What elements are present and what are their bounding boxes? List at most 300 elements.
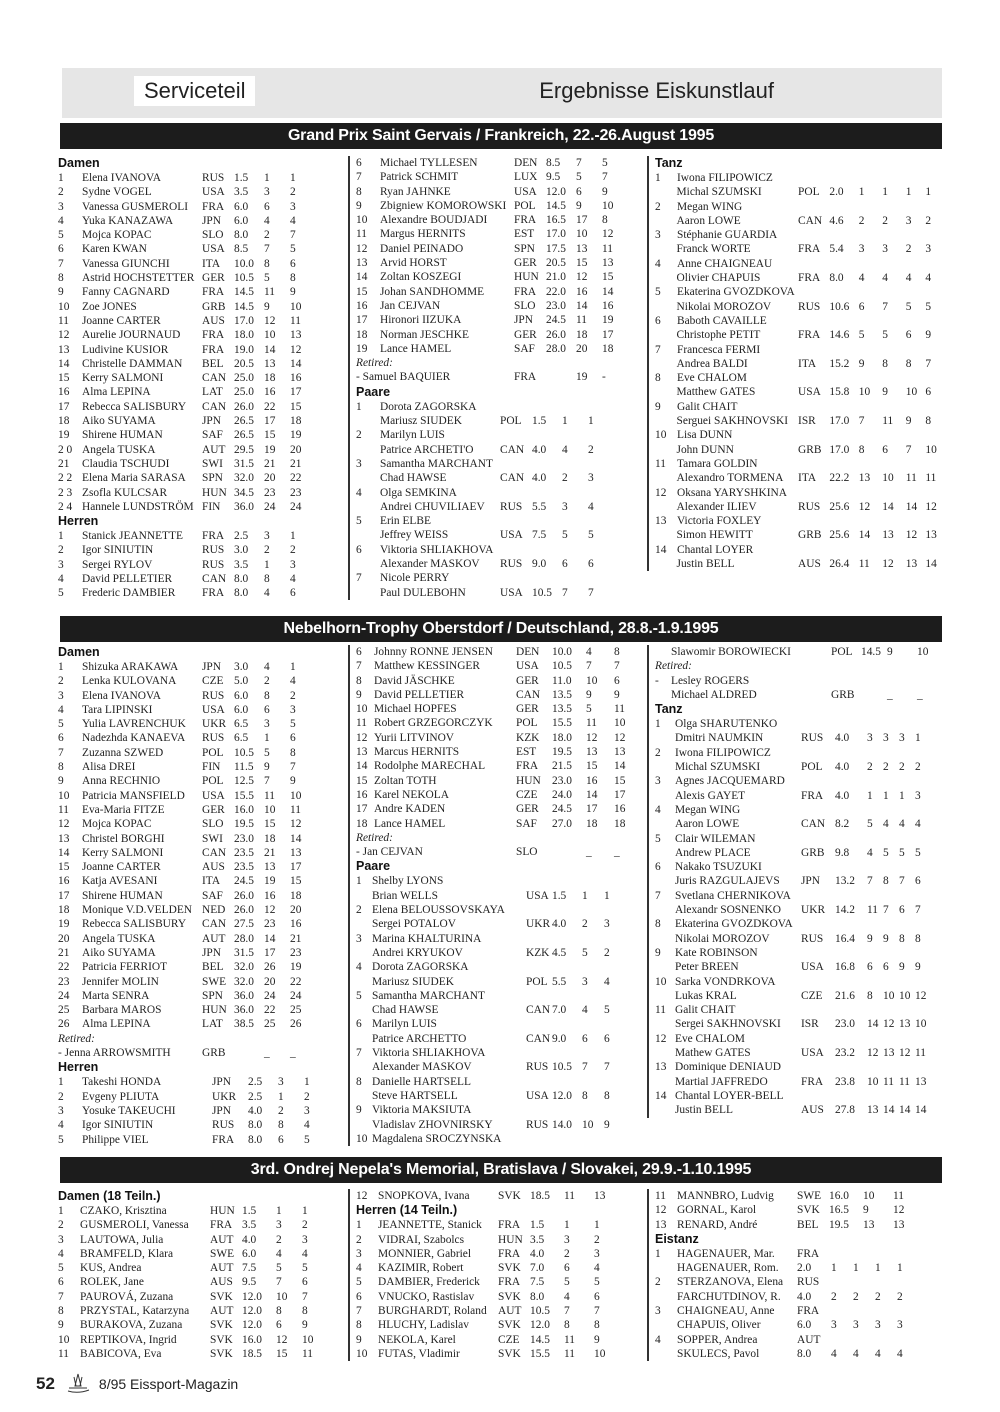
country: ITA — [202, 875, 221, 888]
name: Michael TYLLESEN — [380, 157, 478, 169]
name: Yuka KANAZAWA — [82, 214, 174, 227]
result-row — [356, 1233, 646, 1247]
rank: 9 — [655, 946, 661, 959]
score-3: 14 — [899, 1104, 911, 1117]
pair-row-second — [655, 960, 945, 974]
country: KZK — [526, 946, 550, 959]
free-skating: 23 — [290, 946, 302, 959]
score-3: 5 — [899, 846, 905, 859]
pair-row-second — [655, 1103, 945, 1117]
short-program: 16 — [264, 386, 276, 399]
pair-row-second — [356, 471, 646, 485]
points — [861, 688, 887, 702]
pair-row-second — [655, 1075, 945, 1089]
score-2: 8 — [882, 357, 888, 370]
free-skating: 11 — [290, 314, 301, 327]
spacer — [655, 471, 677, 485]
country: CZE — [202, 675, 224, 688]
partner-2: Dmitri NAUMKIN — [675, 732, 764, 745]
short-program: _ — [887, 688, 893, 701]
result-row — [58, 746, 344, 760]
partner-2: Justin BELL — [675, 1104, 733, 1117]
name: Kerry SALMONI — [82, 372, 164, 385]
score-2: 6 — [883, 961, 889, 974]
pair-row-first — [655, 400, 945, 414]
rank: 8 — [356, 185, 362, 198]
rank: 4 — [58, 703, 64, 716]
spacer — [655, 817, 675, 831]
free-skating: 7 — [290, 229, 296, 242]
rank: 10 — [655, 975, 667, 988]
rank: 2 — [58, 1219, 64, 1232]
result-row — [356, 227, 646, 241]
points: 2.0 — [797, 1262, 812, 1275]
rank: 12 — [655, 486, 667, 499]
partner-1: Galit CHAIT — [677, 400, 738, 413]
short-program: 13 — [586, 746, 598, 759]
points: 5.0 — [234, 675, 249, 688]
partner-2: Alexander MASKOV — [372, 1061, 472, 1074]
partner-2: Aaron LOWE — [676, 214, 741, 227]
free-skating: 12 — [602, 228, 614, 241]
country: GRB — [202, 1047, 226, 1060]
free-skating: 10 — [302, 1333, 314, 1346]
rank: 14 — [655, 543, 667, 556]
free-skating: 8 — [290, 272, 296, 285]
short-program: 26 — [264, 961, 276, 974]
country: GER — [516, 803, 539, 816]
country: UKR — [526, 918, 551, 931]
country: JPN — [202, 661, 221, 673]
points: 4.0 — [532, 443, 547, 456]
points: 2.5 — [248, 1090, 263, 1103]
country: ITA — [798, 357, 817, 370]
partner-1: HAGENAUER, Mar. — [677, 1247, 775, 1260]
result-row — [356, 1290, 646, 1304]
points: 26.0 — [234, 400, 254, 413]
rank: 12 — [356, 731, 368, 744]
country: SPN — [514, 242, 535, 255]
score-1: 13 — [867, 1104, 879, 1117]
free-skating: 12 — [290, 343, 302, 356]
country: GER — [202, 803, 225, 816]
rank: 11 — [655, 1004, 666, 1017]
partner-1: Dorota ZAGORSKA — [372, 961, 469, 974]
points: 23.8 — [835, 1075, 855, 1088]
score-2: 3 — [604, 918, 610, 931]
partner-1: Agnes JACQUEMARD — [675, 775, 785, 788]
pair-row-second — [655, 385, 945, 399]
pair-row-second — [655, 989, 945, 1003]
partner-1: Olga SEMKINA — [380, 486, 457, 499]
short-program: 12 — [264, 314, 276, 327]
result-row — [58, 660, 344, 674]
points: 5.5 — [532, 500, 547, 513]
country: RUS — [202, 172, 225, 184]
spacer — [655, 1261, 677, 1275]
rank: 3 — [655, 229, 661, 242]
score-2: 8 — [604, 1089, 610, 1102]
pair-row-first — [655, 1089, 945, 1103]
short-program: 18 — [264, 832, 276, 845]
name: Mojca KOPAC — [82, 818, 152, 831]
country: SVK — [797, 1204, 820, 1217]
country: AUS — [798, 558, 821, 571]
free-skating: 11 — [602, 242, 613, 255]
points: 19.5 — [552, 746, 572, 759]
country: HUN — [514, 271, 539, 284]
country: SAF — [514, 342, 535, 355]
result-row — [356, 156, 646, 170]
pair-row-second — [655, 500, 945, 514]
free-skating: 18 — [290, 889, 302, 902]
free-skating: 18 — [602, 342, 614, 355]
score-2: 11 — [883, 1075, 894, 1088]
category-heading: Tanz — [655, 156, 683, 170]
on-col-2 — [348, 1189, 646, 1361]
points: 6.0 — [234, 214, 249, 227]
short-program: 14 — [576, 299, 588, 312]
name: Philippe VIEL — [82, 1133, 149, 1146]
country: CAN — [202, 372, 227, 385]
score-3: 7 — [899, 875, 905, 888]
free-skating: 16 — [290, 918, 302, 931]
result-row — [58, 285, 344, 299]
score-1: 12 — [867, 1047, 879, 1060]
name: Shizuka ARAKAWA — [82, 661, 179, 673]
name: Karen KWAN — [82, 243, 147, 256]
spacer — [356, 1089, 372, 1103]
result-row — [58, 1347, 344, 1361]
rank: 10 — [58, 1333, 70, 1346]
pair-row-second — [356, 1003, 646, 1017]
points: 20.5 — [546, 257, 566, 270]
country: ISR — [798, 415, 816, 428]
name: Andre KADEN — [374, 803, 446, 816]
short-program: 2 — [276, 1233, 282, 1246]
pair-row-second — [655, 1046, 945, 1060]
pair-row-second — [356, 1118, 646, 1132]
name: Lance HAMEL — [380, 342, 452, 355]
country: FRA — [202, 530, 225, 543]
points: 14.6 — [829, 329, 850, 342]
short-program: 2 — [264, 675, 270, 688]
partner-1: Dominique DENIAUD — [675, 1061, 781, 1074]
rank: 8 — [655, 918, 661, 931]
short-program: 11 — [264, 789, 275, 802]
country: SLO — [202, 229, 224, 242]
name: Sydne VOGEL — [82, 186, 152, 199]
points: 9.5 — [546, 171, 561, 184]
rank: 7 — [356, 660, 362, 673]
country: CAN — [202, 573, 227, 586]
rank: 3 — [655, 1305, 661, 1318]
rank: 19 — [58, 429, 70, 442]
rank: 6 — [356, 646, 362, 658]
partner-1: STERZANOVA, Elena — [677, 1276, 784, 1289]
name: Angela TUSKA — [82, 443, 156, 456]
result-row — [58, 558, 344, 572]
free-skating: 11 — [893, 1190, 904, 1202]
name: David PELLETIER — [82, 573, 173, 586]
category-heading: Damen — [58, 156, 100, 170]
short-program: 11 — [564, 1190, 575, 1202]
country: HUN — [202, 1004, 227, 1017]
pair-row-first — [655, 1275, 945, 1289]
spacer — [655, 1347, 677, 1361]
rank: 5 — [58, 1133, 64, 1146]
result-row — [58, 846, 344, 860]
country: RUS — [526, 1118, 549, 1131]
score-3: 5 — [905, 300, 912, 313]
rank: 18 — [58, 415, 70, 428]
result-row — [58, 717, 344, 731]
country: RUS — [202, 544, 225, 557]
rank: 11 — [655, 1190, 666, 1202]
result-row — [356, 774, 646, 788]
spacer — [356, 1003, 372, 1017]
rank: 6 — [58, 1276, 64, 1289]
points: 19.0 — [234, 343, 254, 356]
country: RUS — [202, 689, 225, 702]
result-row — [356, 702, 646, 716]
rank: 5 — [58, 718, 64, 731]
country: JPN — [202, 214, 221, 227]
points: 3.5 — [234, 558, 249, 571]
spacer — [655, 242, 677, 256]
points: 17.0 — [829, 415, 850, 428]
country: CAN — [516, 688, 541, 701]
name: Yosuke TAKEUCHI — [82, 1104, 176, 1117]
result-row — [58, 803, 344, 817]
pair-row-first — [655, 171, 945, 185]
country: RUS — [801, 932, 824, 945]
country: POL — [516, 717, 538, 730]
country: SLO — [202, 818, 224, 831]
rank: 10 — [356, 1132, 368, 1145]
on-col-3 — [647, 1189, 945, 1361]
points: 2.5 — [234, 530, 249, 543]
category-heading: Eistanz — [655, 1231, 699, 1246]
points: 26.0 — [234, 889, 254, 902]
country: UKR — [801, 904, 826, 917]
score-3: 6 — [905, 329, 912, 342]
short-program: 15 — [264, 818, 276, 831]
short-program: 8 — [264, 257, 270, 270]
points: 4.0 — [797, 1290, 812, 1303]
country: SVK — [498, 1190, 521, 1202]
country: USA — [202, 243, 225, 256]
name: Ryan JAHNKE — [380, 185, 451, 198]
score-2: 10 — [883, 989, 895, 1002]
pair-row-first — [356, 514, 646, 528]
partner-2: Sergei SAKHNOVSKI — [675, 1018, 781, 1031]
free-skating: 12 — [614, 731, 626, 744]
points: 31.5 — [234, 946, 254, 959]
country: GRB — [202, 300, 226, 313]
rank: 7 — [356, 1047, 362, 1060]
rank: 7 — [356, 1305, 362, 1318]
rank: 4 — [58, 1247, 64, 1260]
points: 9.5 — [242, 1276, 257, 1289]
score-1: 11 — [867, 904, 878, 917]
country: JPN — [212, 1104, 231, 1117]
result-row — [58, 572, 344, 586]
result-row — [58, 903, 344, 917]
category-heading: Herren — [58, 514, 99, 529]
pair-row-first — [356, 428, 646, 442]
rank: 6 — [58, 243, 64, 256]
points: 36.0 — [234, 989, 254, 1002]
short-program: 13 — [264, 861, 276, 874]
free-skating: 1 — [304, 1076, 310, 1089]
score-3: 1 — [899, 789, 905, 802]
page-header-band — [62, 68, 942, 118]
country: NED — [202, 904, 226, 917]
rank: 5 — [655, 832, 661, 845]
free-skating: 13 — [602, 257, 614, 270]
short-program: 4 — [586, 646, 592, 658]
points: 32.0 — [234, 961, 254, 974]
rank: 5 — [356, 515, 362, 528]
country: AUS — [210, 1276, 233, 1289]
short-program: 5 — [264, 272, 270, 285]
country: USA — [202, 186, 225, 199]
name: - Samuel BAQUIER — [356, 371, 451, 384]
score-1: 8 — [858, 443, 865, 456]
rank: 8 — [356, 1075, 362, 1088]
rank: 4 — [655, 803, 661, 816]
score-1: 1 — [858, 186, 865, 199]
result-row — [356, 1333, 646, 1347]
spacer — [655, 1046, 675, 1060]
country: CAN — [202, 846, 227, 859]
partner-2: Nikolai MOROZOV — [675, 932, 770, 945]
rank: 6 — [356, 1290, 362, 1303]
rank: 3 — [58, 200, 64, 213]
pair-row-second — [655, 1318, 945, 1332]
name: Yulia LAVRENCHUK — [82, 718, 186, 731]
rank: 12 — [655, 1204, 667, 1217]
country: AUT — [202, 932, 226, 945]
score-1: 2 — [858, 214, 865, 227]
result-row — [356, 285, 646, 299]
rank: 1 — [58, 530, 64, 543]
short-program: 15 — [586, 760, 598, 773]
points: 1.5 — [532, 415, 547, 428]
score-1: 4 — [582, 1004, 588, 1017]
country: FIN — [202, 761, 221, 774]
pair-row-second — [655, 557, 945, 571]
short-program: 4 — [264, 587, 270, 600]
points: 6.5 — [234, 718, 249, 731]
partner-1: Sarka VONDRKOVA — [675, 975, 776, 988]
score-2: 4 — [588, 500, 594, 513]
rank: 11 — [356, 717, 367, 730]
country: BEL — [797, 1218, 819, 1231]
score-4: 6 — [915, 875, 921, 888]
pair-row-first — [655, 1003, 945, 1017]
free-skating: 3 — [304, 1104, 310, 1117]
points: 12.0 — [552, 1089, 572, 1102]
rank: 14 — [655, 1089, 667, 1102]
short-program: 10 — [863, 1190, 875, 1202]
rank: 14 — [58, 846, 70, 859]
rank: 3 — [356, 457, 362, 470]
country: RUS — [798, 500, 821, 513]
result-row — [58, 428, 344, 442]
score-2: 5 — [588, 529, 594, 542]
short-program: 22 — [264, 1004, 276, 1017]
name: Jan CEJVAN — [380, 299, 441, 312]
short-program: 1 — [264, 172, 270, 184]
score-4: 3 — [925, 243, 932, 256]
score-2: 5 — [882, 329, 888, 342]
category-heading: Herren (14 Teiln.) — [356, 1203, 458, 1218]
pair-row-first — [655, 428, 945, 442]
result-row — [58, 989, 344, 1003]
spacer — [655, 414, 677, 428]
points: 5.4 — [829, 243, 844, 256]
country: USA — [514, 185, 537, 198]
name: Rebecca SALISBURY — [82, 918, 187, 931]
free-skating: 17 — [290, 386, 302, 399]
points: 12.0 — [242, 1319, 262, 1332]
free-skating: 21 — [290, 457, 302, 470]
rank: 11 — [58, 803, 69, 816]
partner-1: Iwona FILIPOWICZ — [677, 172, 773, 184]
result-row — [655, 1189, 945, 1203]
free-skating: 5 — [304, 1133, 310, 1146]
result-row — [58, 789, 344, 803]
score-3: 12 — [905, 529, 918, 542]
score-2: 3 — [883, 732, 889, 745]
spacer — [356, 1060, 372, 1074]
partner-2: Martial JAFFREDO — [675, 1075, 768, 1088]
score-4: 8 — [925, 415, 932, 428]
rank: 1 — [655, 718, 661, 731]
result-row — [58, 1333, 344, 1347]
country: FRA — [516, 760, 539, 773]
pair-row-second — [655, 903, 945, 917]
points: 27.0 — [552, 817, 572, 830]
name: David JÄSCHKE — [374, 674, 455, 687]
result-row — [58, 1204, 344, 1218]
spacer — [655, 1290, 677, 1304]
score-1: 10 — [867, 1075, 879, 1088]
points: 26.0 — [546, 328, 566, 341]
score-1: 4 — [858, 272, 865, 285]
country: FRA — [798, 329, 821, 342]
pair-row-first — [356, 571, 646, 585]
short-program: 17 — [264, 415, 276, 428]
free-skating: 20 — [290, 443, 302, 456]
short-program: 23 — [264, 486, 276, 499]
name: BURGHARDT, Roland — [378, 1305, 487, 1318]
pair-row-first — [356, 960, 646, 974]
points: 8.5 — [546, 157, 561, 169]
result-row — [58, 1261, 344, 1275]
result-row — [356, 199, 646, 213]
rank: 8 — [58, 272, 64, 285]
result-row — [356, 1261, 646, 1275]
score-1: 8 — [867, 989, 873, 1002]
rank: 1 — [356, 400, 362, 413]
points: 10.5 — [532, 586, 552, 599]
points: 18.5 — [530, 1190, 550, 1202]
rank: 6 — [58, 732, 64, 745]
short-program: 17 — [264, 946, 276, 959]
